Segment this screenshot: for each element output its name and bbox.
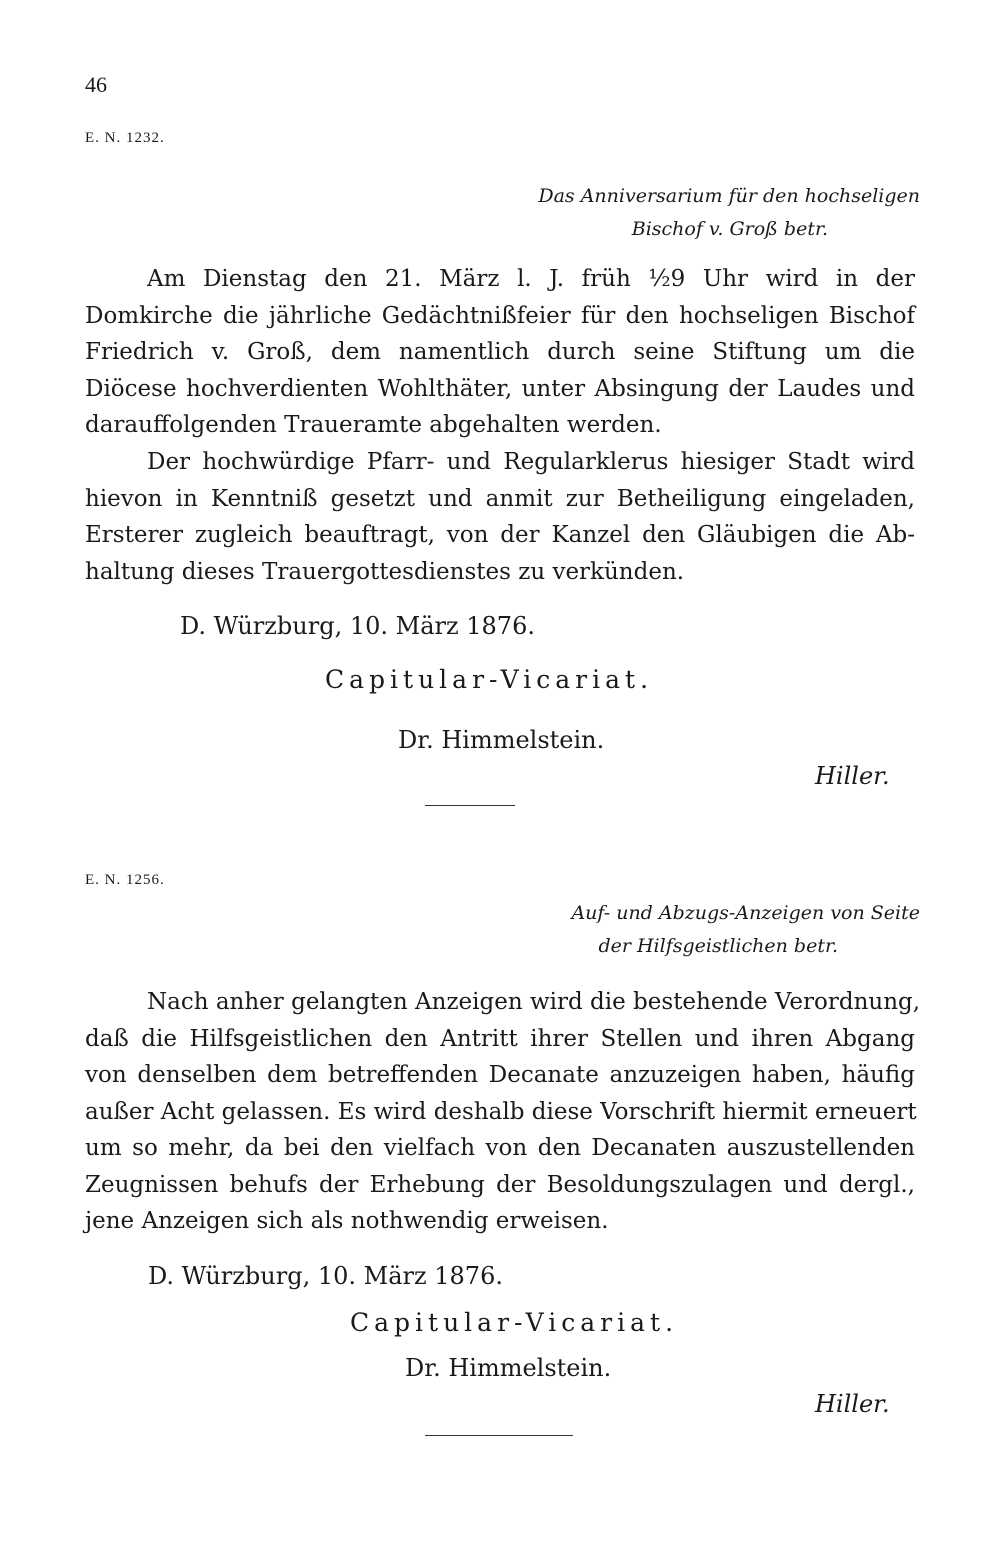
subject-heading (571, 897, 920, 963)
body-paragraph (85, 261, 915, 444)
text-line: Nach anher gelangten Anzeigen wird die bestehende Verordnung, (147, 989, 921, 1015)
reference-number: E. N. 1256. (85, 872, 165, 888)
text-line: Friedrich v. Groß, dem namentlich durch seine Stiftung um die (85, 339, 915, 365)
reference-number: E. N. 1232. (85, 130, 165, 146)
co-signatory: Hiller. (815, 762, 890, 790)
text-line: Ersterer zugleich beauftragt, von der Kanzel den Gläubigen die Ab- (85, 522, 915, 548)
subject-heading (538, 180, 920, 246)
text-line: Zeugnissen behufs der Erhebung der Besoldungszulagen und dergl., (85, 1171, 915, 1198)
dateline: D. Würzburg, 10. März 1876. (180, 612, 535, 640)
text-line: um so mehr, da bei den vielfach von den Decanaten auszustellenden (85, 1135, 915, 1161)
signatory: Dr. Himmelstein. (398, 726, 605, 754)
text-line: darauffolgenden Traueramte abgehalten werden. (85, 412, 662, 438)
subject-line: Bischof v. Groß betr. (631, 218, 828, 240)
text-line: von denselben dem betreffenden Decanate anzuzeigen haben, häufig (85, 1062, 915, 1088)
issuing-authority: Capitular-Vicariat. (350, 1308, 679, 1337)
section-divider (425, 805, 515, 806)
text-line: haltung dieses Trauergottesdienstes zu verkünden. (85, 558, 685, 585)
text-line: jene Anzeigen sich als nothwendig erweisen. (85, 1208, 609, 1234)
body-paragraph (85, 984, 921, 1240)
text-line: Am Dienstag den 21. März l. J. früh ½9 Uhr wird in der (147, 266, 915, 292)
co-signatory: Hiller. (815, 1390, 890, 1418)
subject-line: der Hilfsgeistlichen betr. (598, 935, 838, 957)
subject-line: Das Anniversarium für den hochseligen (538, 185, 920, 207)
text-line: Domkirche die jährliche Gedächtnißfeier für den hochseligen Bischof (85, 302, 915, 329)
text-line: außer Acht gelassen. Es wird deshalb diese Vorschrift hiermit erneuert (85, 1098, 917, 1125)
issuing-authority: Capitular-Vicariat. (325, 665, 654, 694)
dateline: D. Würzburg, 10. März 1876. (148, 1262, 503, 1290)
signatory: Dr. Himmelstein. (405, 1354, 612, 1382)
section-divider (425, 1435, 573, 1436)
subject-line: Auf- und Abzugs-Anzeigen von Seite (571, 902, 920, 924)
text-line: Der hochwürdige Pfarr- und Regularklerus hiesiger Stadt wird (147, 449, 915, 475)
page-number: 46 (85, 72, 107, 97)
text-line: hievon in Kenntniß gesetzt und anmit zur Betheiligung eingeladen, (85, 485, 915, 512)
text-line: Diöcese hochverdienten Wohlthäter, unter Absingung der Laudes und (85, 375, 915, 402)
text-line: daß die Hilfsgeistlichen den Antritt ihrer Stellen und ihren Abgang (85, 1025, 915, 1052)
body-paragraph (85, 444, 915, 590)
